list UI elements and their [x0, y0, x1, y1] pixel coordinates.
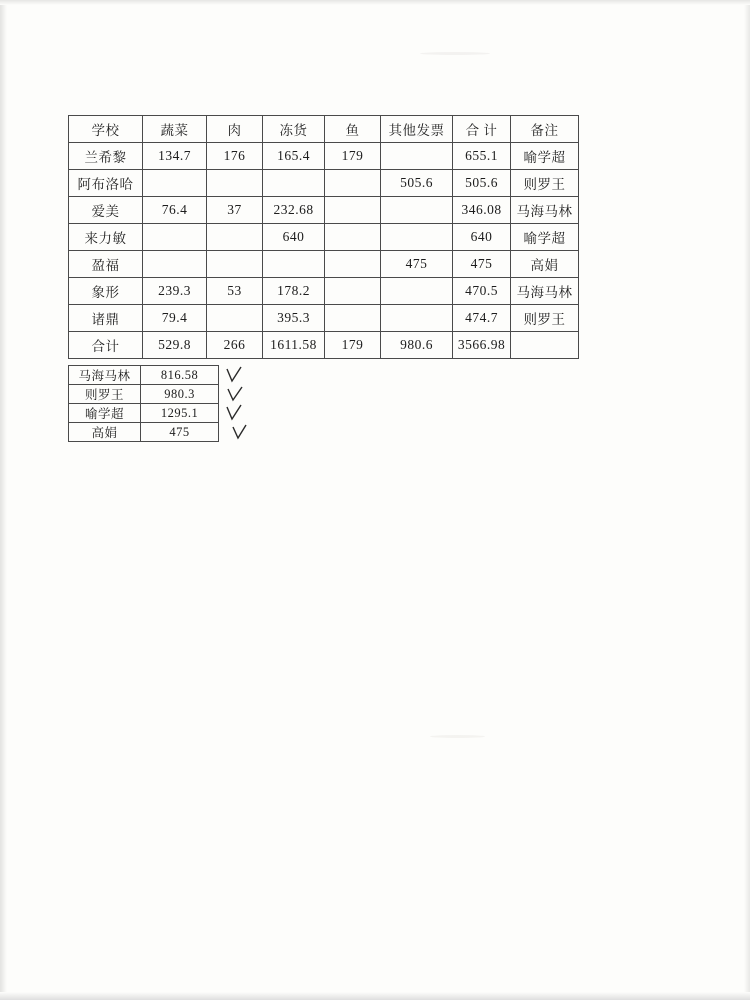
cell-remark: 喻学超 — [511, 224, 579, 251]
scan-edge-bottom — [0, 992, 750, 1000]
cell-fish — [325, 251, 381, 278]
cell-remark: 马海马林 — [511, 278, 579, 305]
table-row — [69, 197, 579, 224]
cell-total: 474.7 — [453, 305, 511, 332]
cell-vegetable: 239.3 — [143, 278, 207, 305]
cell-fish: 179 — [325, 332, 381, 359]
cell-school: 诸鼎 — [69, 305, 143, 332]
cell-total: 505.6 — [453, 170, 511, 197]
cell-vegetable: 134.7 — [143, 143, 207, 170]
cell-total: 640 — [453, 224, 511, 251]
scan-edge-top — [0, 0, 750, 5]
table-row — [69, 278, 579, 305]
cell-vegetable: 529.8 — [143, 332, 207, 359]
cell-vegetable: 76.4 — [143, 197, 207, 224]
checkmark-icon — [232, 423, 250, 443]
cell-fish — [325, 197, 381, 224]
cell-person-amount: 980.3 — [141, 385, 219, 404]
cell-other-invoice — [381, 143, 453, 170]
column-header-remark: 备注 — [511, 116, 579, 143]
table-row — [69, 305, 579, 332]
cell-person-name: 喻学超 — [69, 404, 141, 423]
cell-remark: 则罗王 — [511, 170, 579, 197]
scan-edge-right — [744, 0, 750, 1000]
cell-remark: 喻学超 — [511, 143, 579, 170]
column-header-other-invoice: 其他发票 — [381, 116, 453, 143]
cell-person-amount: 475 — [141, 423, 219, 442]
cell-other-invoice — [381, 305, 453, 332]
cell-meat — [207, 170, 263, 197]
cell-other-invoice — [381, 278, 453, 305]
cell-other-invoice — [381, 197, 453, 224]
cell-remark — [511, 332, 579, 359]
table-row — [69, 170, 579, 197]
cell-person-name: 则罗王 — [69, 385, 141, 404]
checkmark-icon — [227, 385, 245, 405]
cell-other-invoice: 505.6 — [381, 170, 453, 197]
person-subtotal-table — [68, 365, 219, 442]
scan-artifact — [420, 52, 490, 55]
table-row — [69, 251, 579, 278]
table-row — [69, 224, 579, 251]
scan-edge-left — [0, 0, 7, 1000]
cell-school: 盈福 — [69, 251, 143, 278]
cell-meat — [207, 251, 263, 278]
scan-artifact — [430, 735, 485, 738]
cell-total: 3566.98 — [453, 332, 511, 359]
cell-fish — [325, 224, 381, 251]
summary-row — [69, 385, 219, 404]
summary-row — [69, 404, 219, 423]
cell-fish: 179 — [325, 143, 381, 170]
cell-school: 象形 — [69, 278, 143, 305]
column-header-fish: 鱼 — [325, 116, 381, 143]
summary-row — [69, 366, 219, 385]
table-total-row — [69, 332, 579, 359]
column-header-frozen: 冻货 — [263, 116, 325, 143]
cell-frozen: 640 — [263, 224, 325, 251]
checkmark-icon — [226, 404, 244, 424]
cell-total: 475 — [453, 251, 511, 278]
cell-school: 爱美 — [69, 197, 143, 224]
cell-person-amount: 816.58 — [141, 366, 219, 385]
column-header-vegetable: 蔬菜 — [143, 116, 207, 143]
cell-remark: 马海马林 — [511, 197, 579, 224]
cell-total: 470.5 — [453, 278, 511, 305]
table-row — [69, 143, 579, 170]
cell-total: 655.1 — [453, 143, 511, 170]
cell-school: 兰希黎 — [69, 143, 143, 170]
cell-fish — [325, 170, 381, 197]
cell-meat: 37 — [207, 197, 263, 224]
cell-other-invoice: 475 — [381, 251, 453, 278]
cell-frozen: 1611.58 — [263, 332, 325, 359]
cell-frozen: 232.68 — [263, 197, 325, 224]
cell-meat — [207, 305, 263, 332]
cell-school: 阿布洛哈 — [69, 170, 143, 197]
cell-frozen: 165.4 — [263, 143, 325, 170]
summary-row — [69, 423, 219, 442]
cell-remark: 则罗王 — [511, 305, 579, 332]
checkmark-icon — [226, 366, 244, 386]
purchase-summary-table — [68, 115, 579, 359]
cell-frozen — [263, 251, 325, 278]
cell-school: 来力敏 — [69, 224, 143, 251]
table-header-row — [69, 116, 579, 143]
cell-frozen: 178.2 — [263, 278, 325, 305]
cell-meat: 176 — [207, 143, 263, 170]
column-header-school: 学校 — [69, 116, 143, 143]
cell-other-invoice — [381, 224, 453, 251]
cell-vegetable — [143, 170, 207, 197]
cell-total: 346.08 — [453, 197, 511, 224]
cell-person-amount: 1295.1 — [141, 404, 219, 423]
cell-meat: 53 — [207, 278, 263, 305]
column-header-meat: 肉 — [207, 116, 263, 143]
cell-person-name: 高娟 — [69, 423, 141, 442]
cell-vegetable — [143, 224, 207, 251]
cell-vegetable: 79.4 — [143, 305, 207, 332]
cell-meat: 266 — [207, 332, 263, 359]
cell-frozen — [263, 170, 325, 197]
cell-person-name: 马海马林 — [69, 366, 141, 385]
cell-frozen: 395.3 — [263, 305, 325, 332]
cell-vegetable — [143, 251, 207, 278]
cell-other-invoice: 980.6 — [381, 332, 453, 359]
cell-meat — [207, 224, 263, 251]
column-header-total: 合 计 — [453, 116, 511, 143]
cell-fish — [325, 305, 381, 332]
cell-remark: 高娟 — [511, 251, 579, 278]
cell-school: 合计 — [69, 332, 143, 359]
cell-fish — [325, 278, 381, 305]
